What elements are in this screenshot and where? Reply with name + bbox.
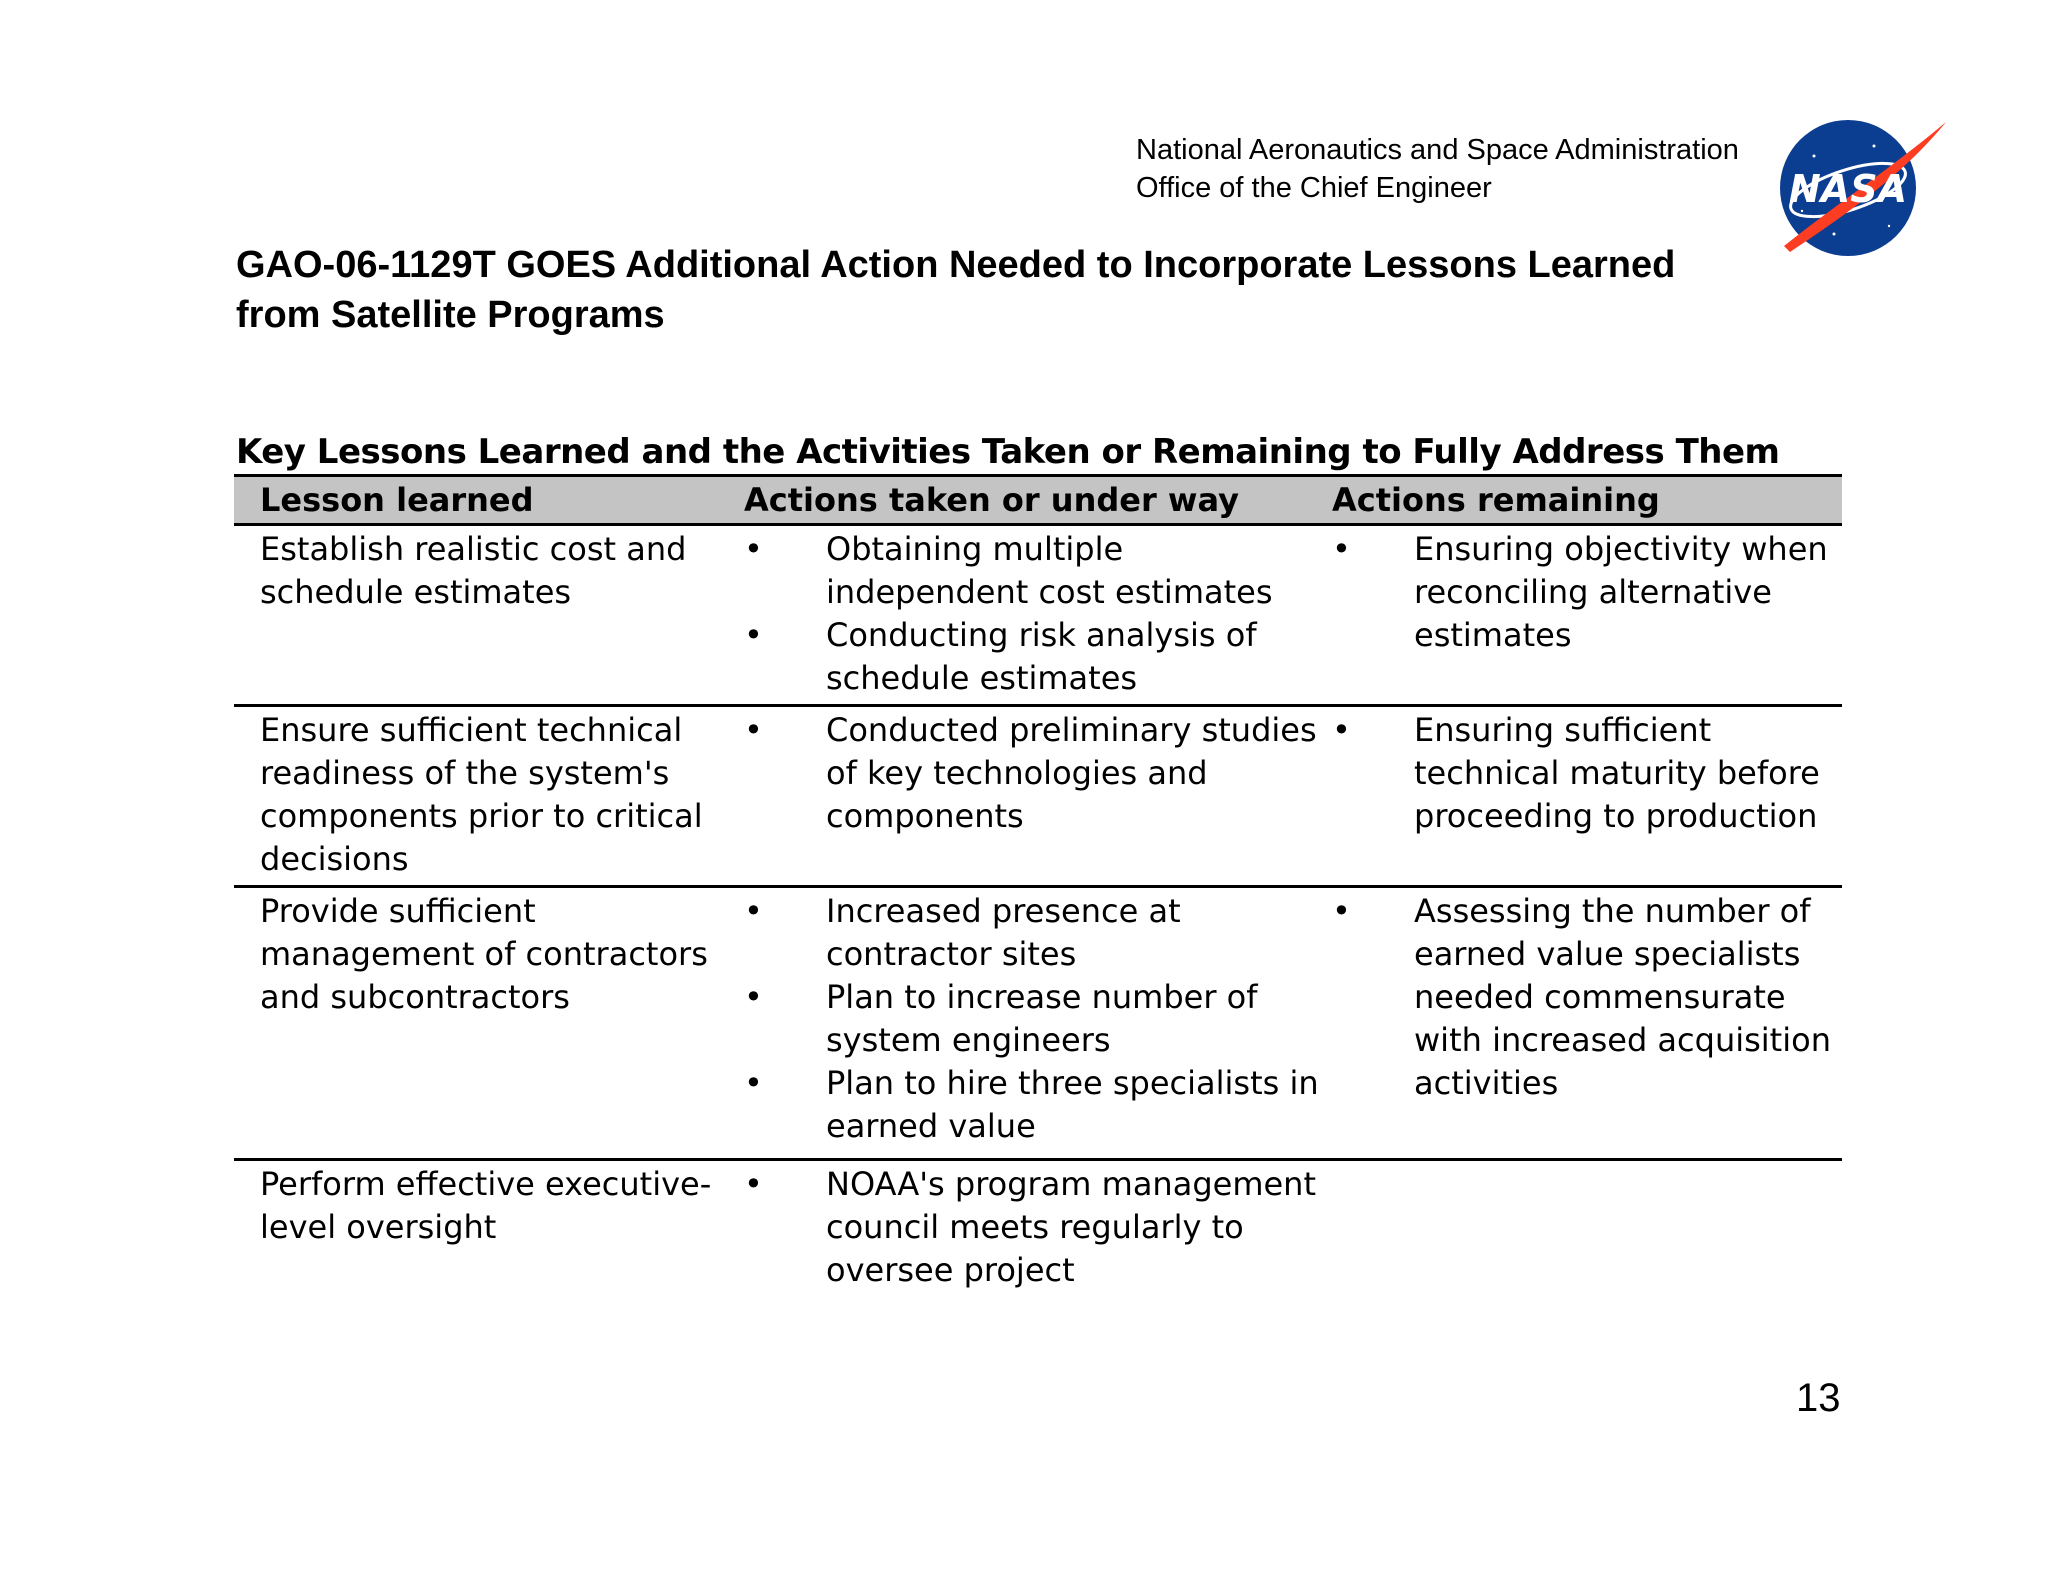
slide-title — [236, 240, 1836, 340]
column-header-remaining: Actions remaining — [1332, 480, 1660, 519]
header-organization — [1136, 131, 1739, 207]
lesson-cell: Ensure sufficient technical readiness of the system's components prior to critical decisions — [260, 711, 703, 878]
taken-cell — [744, 707, 1332, 885]
bullet-icon: • — [744, 978, 763, 1016]
taken-cell — [744, 888, 1332, 1158]
lesson-cell: Perform effective executive-level oversight — [260, 1165, 712, 1246]
title-line-1: GAO-06-1129T GOES Additional Action Needed to Incorporate Lessons Learned — [236, 244, 1676, 286]
table-row — [234, 526, 1842, 707]
column-header-lesson: Lesson learned — [260, 480, 534, 519]
lessons-table — [234, 474, 1842, 1301]
bullet-icon: • — [744, 892, 763, 930]
remaining-cell — [1332, 707, 1842, 885]
bullet-icon: • — [744, 616, 763, 654]
bullet-icon: • — [744, 1064, 763, 1102]
nasa-logo-text: NASA — [1789, 167, 1907, 211]
page-number: 13 — [1796, 1376, 1841, 1420]
bullet-icon: • — [1332, 892, 1351, 930]
bullet-icon: • — [744, 1165, 763, 1203]
org-name: National Aeronautics and Space Administration — [1136, 134, 1739, 166]
taken-cell — [744, 526, 1332, 704]
list-item: • Plan to increase number of system engineers — [744, 976, 1332, 1062]
list-item: • Obtaining multiple independent cost estimates — [744, 528, 1332, 614]
list-item: • Ensuring objectivity when reconciling alternative estimates — [1332, 528, 1842, 657]
remaining-cell — [1332, 1161, 1842, 1301]
table-row — [234, 1161, 1842, 1301]
list-item: • NOAA's program management council meets regularly to oversee project — [744, 1163, 1332, 1292]
remaining-cell — [1332, 526, 1842, 704]
column-header-taken: Actions taken or under way — [744, 480, 1239, 519]
table-row — [234, 888, 1842, 1161]
org-office: Office of the Chief Engineer — [1136, 172, 1492, 204]
bullet-icon: • — [744, 711, 763, 749]
table-header-row — [234, 474, 1842, 526]
taken-cell — [744, 1161, 1332, 1301]
bullet-icon: • — [1332, 711, 1351, 749]
list-item: • Assessing the number of earned value specialists needed commensurate with increased acquisition activities — [1332, 890, 1842, 1105]
bullet-icon: • — [1332, 530, 1351, 568]
remaining-cell — [1332, 888, 1842, 1158]
list-item: • Increased presence at contractor sites — [744, 890, 1332, 976]
lesson-cell: Provide sufficient management of contractors and subcontractors — [260, 892, 708, 1016]
list-item: • Conducting risk analysis of schedule estimates — [744, 614, 1332, 700]
bullet-icon: • — [744, 530, 763, 568]
list-item: • Plan to hire three specialists in earned value — [744, 1062, 1332, 1148]
list-item: • Ensuring sufficient technical maturity before proceeding to production — [1332, 709, 1842, 838]
table-caption: Key Lessons Learned and the Activities Taken or Remaining to Fully Address Them — [236, 432, 1780, 472]
list-item: • Conducted preliminary studies of key technologies and components — [744, 709, 1332, 838]
title-line-2: from Satellite Programs — [236, 294, 665, 336]
lesson-cell: Establish realistic cost and schedule estimates — [260, 530, 687, 611]
table-row — [234, 707, 1842, 888]
